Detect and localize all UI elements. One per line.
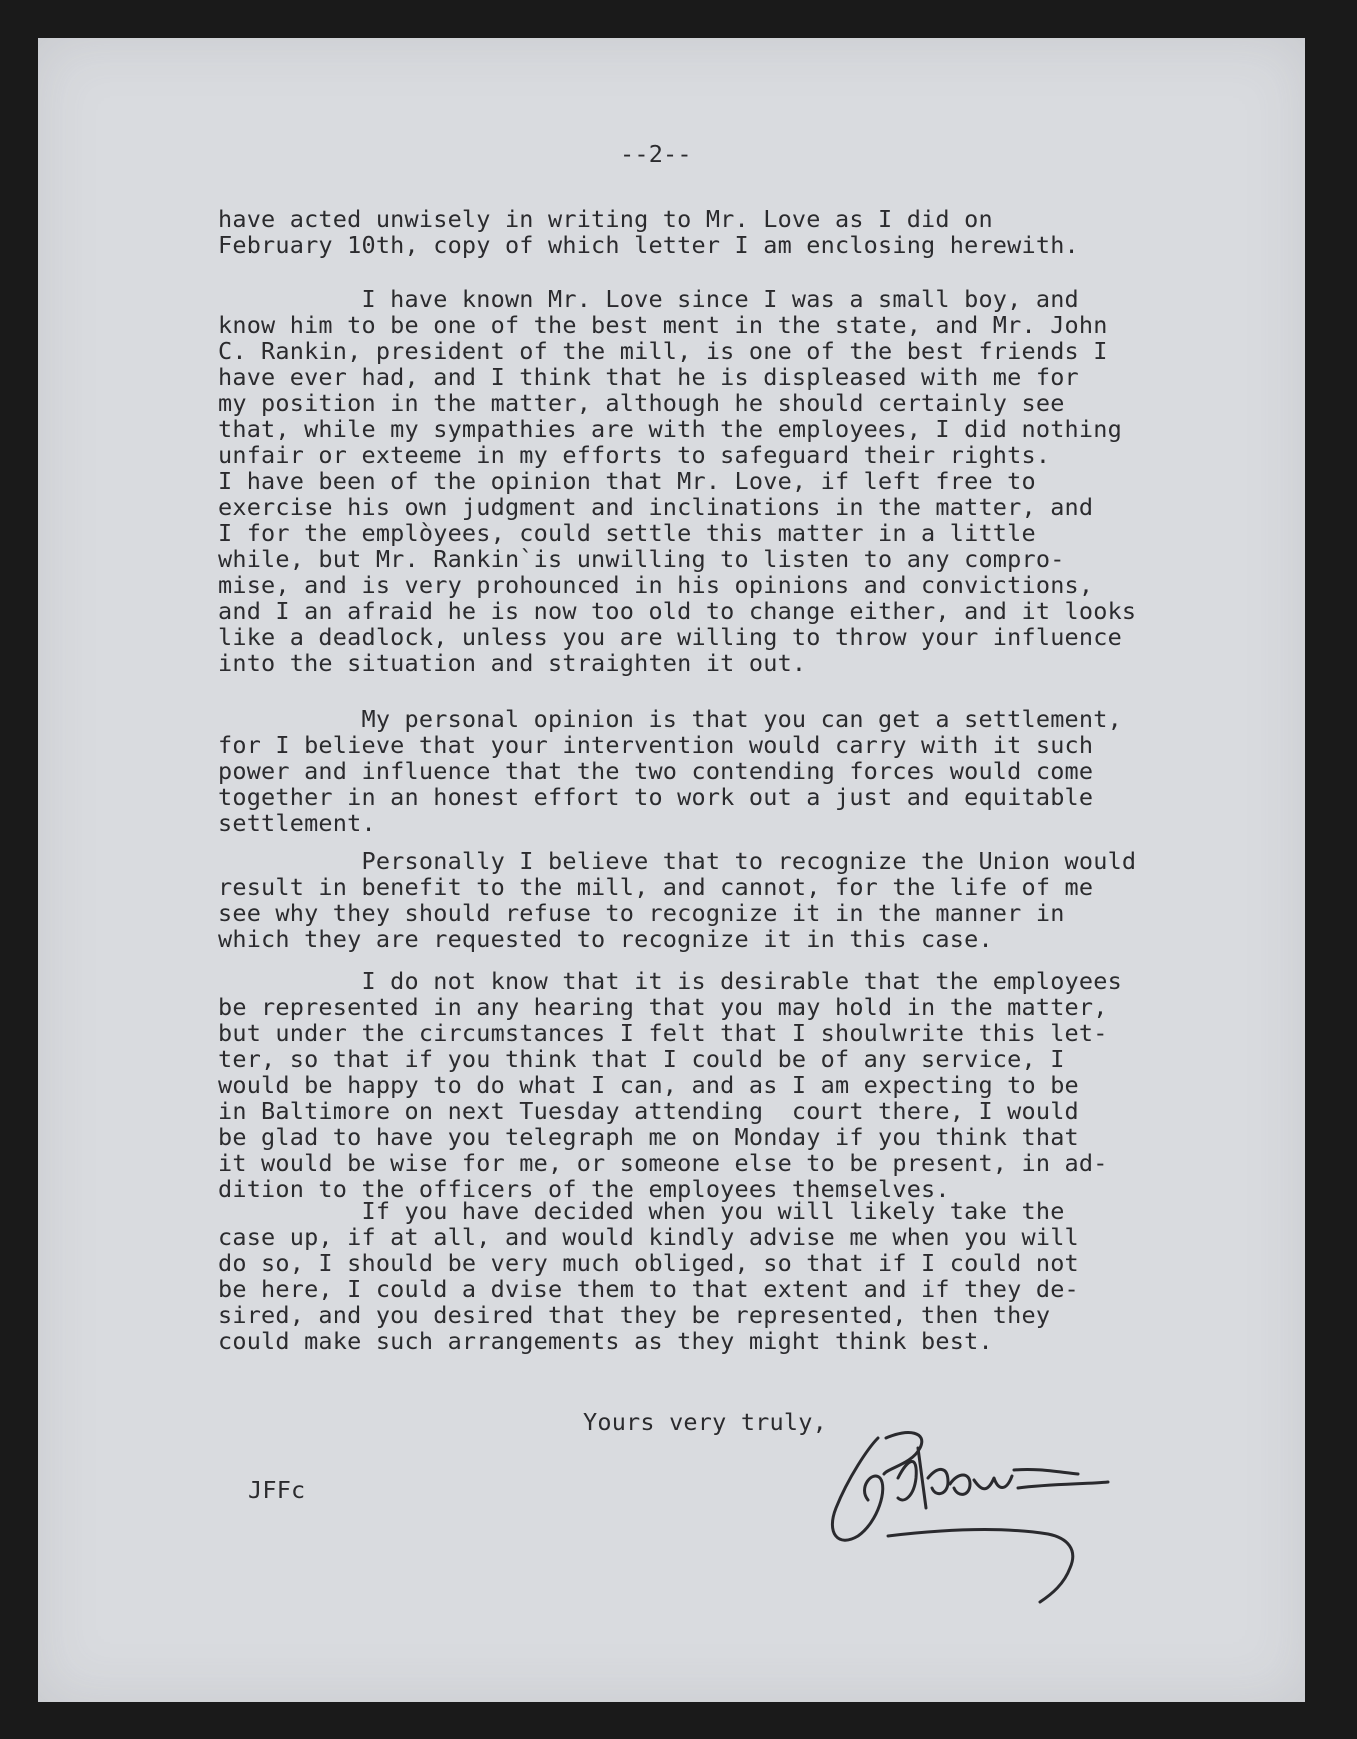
paragraph-line: sired, and you desired that they be represented, then they [218, 1301, 1051, 1329]
paragraph-line: February 10th, copy of which letter I am enclosing herewith. [218, 231, 1079, 259]
typist-initials: JFFc [248, 1476, 306, 1504]
paragraph-4 [218, 848, 1258, 952]
paragraph-line: My personal opinion is that you can get a settlement, [218, 705, 1122, 733]
paragraph-line: like a deadlock, unless you are willing to throw your influence [218, 623, 1122, 651]
paragraph-line: result in benefit to the mill, and cannot, for the life of me [218, 873, 1094, 901]
page-number: --2-- [620, 140, 692, 168]
paragraph-3 [218, 706, 1258, 836]
paragraph-line: settlement. [218, 809, 376, 837]
paragraph-line: ter, so that if you think that I could be of any service, I [218, 1045, 1065, 1073]
paragraph-line: be represented in any hearing that you may hold in the matter, [218, 993, 1108, 1021]
paragraph-line: case up, if at all, and would kindly advise me when you will [218, 1223, 1079, 1251]
paragraph-line: do so, I should be very much obliged, so that if I could not [218, 1249, 1079, 1277]
paragraph-line: would be happy to do what I can, and as I am expecting to be [218, 1071, 1079, 1099]
paragraph-line: together in an honest effort to work out a just and equitable [218, 783, 1094, 811]
paragraph-line: know him to be one of the best ment in the state, and Mr. John [218, 311, 1108, 339]
paragraph-line: while, but Mr. Rankin`is unwilling to listen to any compro- [218, 545, 1065, 573]
paragraph-line: have acted unwisely in writing to Mr. Love as I did on [218, 205, 993, 233]
paragraph-line: but under the circumstances I felt that I shoulwrite this let- [218, 1019, 1108, 1047]
paragraph-line: be glad to have you telegraph me on Monday if you think that [218, 1123, 1079, 1151]
letter-page [38, 38, 1305, 1702]
paragraph-line: I for the emplòyees, could settle this matter in a little [218, 519, 1036, 547]
closing-salutation: Yours very truly, [583, 1408, 827, 1436]
paragraph-line: it would be wise for me, or someone else to be present, in ad- [218, 1149, 1108, 1177]
handwritten-signature [808, 1418, 1188, 1618]
paragraph-line: into the situation and straighten it out. [218, 649, 807, 677]
paragraph-line: for I believe that your intervention would carry with it such [218, 731, 1094, 759]
paragraph-line: be here, I could a dvise them to that extent and if they de- [218, 1275, 1079, 1303]
paragraph-line: in Baltimore on next Tuesday attending court there, I would [218, 1097, 1079, 1125]
paragraph-line: dition to the officers of the employees themselves. [218, 1175, 950, 1203]
paragraph-line: unfair or exteeme in my efforts to safeguard their rights. [218, 441, 1051, 469]
paragraph-line: and I an afraid he is now too old to change either, and it looks [218, 597, 1137, 625]
paragraph-line: my position in the matter, although he should certainly see [218, 389, 1065, 417]
paragraph-line: have ever had, and I think that he is displeased with me for [218, 363, 1079, 391]
paragraph-line: If you have decided when you will likely take the [218, 1197, 1065, 1225]
paragraph-line: could make such arrangements as they might think best. [218, 1327, 993, 1355]
paragraph-1 [218, 206, 1258, 258]
paragraph-line: that, while my sympathies are with the employees, I did nothing [218, 415, 1122, 443]
paragraph-line: which they are requested to recognize it in this case. [218, 925, 993, 953]
paragraph-line: mise, and is very prohounced in his opinions and convictions, [218, 571, 1094, 599]
paragraph-5 [218, 968, 1258, 1202]
paragraph-line: C. Rankin, president of the mill, is one of the best friends I [218, 337, 1108, 365]
paragraph-line: I do not know that it is desirable that the employees [218, 967, 1122, 995]
paragraph-line: I have known Mr. Love since I was a small boy, and [218, 285, 1079, 313]
paragraph-line: see why they should refuse to recognize it in the manner in [218, 899, 1065, 927]
paragraph-6 [218, 1198, 1258, 1354]
paragraph-2 [218, 286, 1258, 676]
paragraph-line: I have been of the opinion that Mr. Love, if left free to [218, 467, 1036, 495]
paragraph-line: exercise his own judgment and inclinations in the matter, and [218, 493, 1094, 521]
paragraph-line: Personally I believe that to recognize the Union would [218, 847, 1137, 875]
paragraph-line: power and influence that the two contending forces would come [218, 757, 1094, 785]
